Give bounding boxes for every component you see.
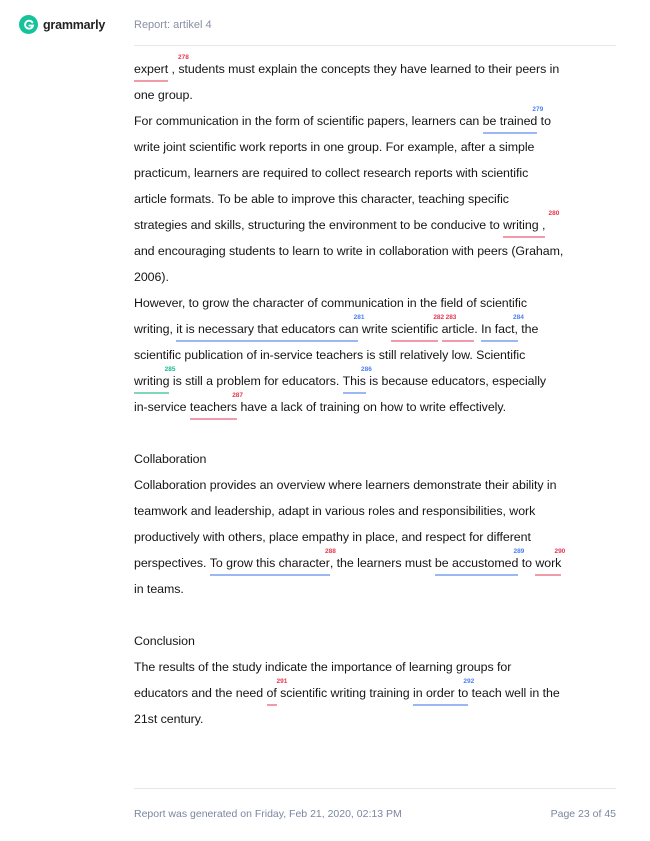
- g-glyph-icon: [23, 19, 35, 31]
- text-line: Collaboration provides an overview where learners demonstrate their ability in: [134, 478, 557, 492]
- issue-number: 287: [232, 392, 244, 399]
- issue-number: 290: [554, 548, 566, 555]
- issue-number: 279: [532, 106, 544, 113]
- issue-number: 282: [433, 314, 445, 321]
- text-run: perspectives.: [134, 556, 210, 570]
- report-header: [0, 0, 650, 46]
- highlight-text: it is necessary that educators can: [176, 322, 359, 336]
- section-heading: Conclusion: [134, 634, 195, 648]
- highlight-text: scientific: [391, 322, 439, 336]
- highlight-text: work: [535, 556, 562, 570]
- issue-highlight[interactable]: [441, 314, 475, 342]
- grammarly-g-icon: [19, 15, 38, 34]
- issue-number: 283: [445, 314, 457, 321]
- issue-number: 284: [513, 314, 524, 321]
- issue-highlight[interactable]: [503, 210, 560, 238]
- issue-number: 286: [361, 366, 372, 373]
- highlight-text: be trained: [482, 114, 538, 128]
- highlight-text: be accustomed: [434, 556, 519, 570]
- highlight-text: in order to: [413, 686, 469, 700]
- issue-highlight[interactable]: [342, 366, 372, 394]
- issue-highlight[interactable]: [266, 678, 288, 706]
- highlight-text: of: [266, 686, 277, 700]
- highlight-text: writing: [134, 374, 170, 388]
- highlight-text: writing ,: [503, 218, 546, 232]
- highlight-text: teachers: [189, 400, 238, 414]
- text-line: [134, 56, 616, 82]
- text-line: 21st century.: [134, 712, 204, 726]
- text-run: is because educators, especially: [365, 374, 547, 388]
- report-title: Report: artikel 4: [134, 19, 212, 31]
- highlight-text: expert: [134, 62, 169, 76]
- highlight-text: article: [441, 322, 475, 336]
- text-run: to: [537, 114, 551, 128]
- footer-divider: [134, 788, 616, 789]
- text-run: , students must explain the concepts they have learned to their peers in: [168, 62, 560, 76]
- text-line: [134, 108, 616, 134]
- page-indicator: Page 23 of 45: [550, 808, 616, 820]
- text-run: scientific writing training: [276, 686, 414, 700]
- paragraph-spacer: [134, 420, 616, 446]
- text-line: teamwork and leadership, adapt in various roles and responsibilities, work: [134, 504, 536, 518]
- text-run: the: [517, 322, 539, 336]
- text-run: educators and the need: [134, 686, 267, 700]
- issue-highlight[interactable]: [413, 678, 475, 706]
- issue-number: 288: [325, 548, 336, 555]
- text-line: [134, 212, 616, 238]
- text-line: [134, 394, 616, 420]
- text-run: to: [518, 556, 536, 570]
- header-divider: [134, 45, 616, 46]
- text-line: productively with others, place empathy in place, and respect for different: [134, 530, 531, 544]
- text-run: have a lack of training on how to write effectively.: [237, 400, 506, 414]
- logo-text: grammarly: [43, 17, 106, 32]
- text-line: The results of the study indicate the importance of learning groups for: [134, 660, 512, 674]
- text-run: strategies and skills, structuring the environment to be conducive to: [134, 218, 504, 232]
- paragraph-spacer: [134, 602, 616, 628]
- issue-number: 289: [513, 548, 525, 555]
- issue-number: 291: [276, 678, 288, 685]
- section-heading: Collaboration: [134, 452, 207, 466]
- issue-highlight[interactable]: [189, 392, 244, 420]
- text-line: [134, 680, 616, 706]
- text-run: writing,: [134, 322, 177, 336]
- text-line: article formats. To be able to improve this character, teaching specific: [134, 192, 509, 206]
- text-line: practicum, learners are required to collect research reports with scientific: [134, 166, 529, 180]
- issue-number: 292: [463, 678, 475, 685]
- text-run: For communication in the form of scientific papers, learners can: [134, 114, 483, 128]
- text-run: .: [474, 322, 482, 336]
- highlight-text: This: [342, 374, 366, 388]
- text-line: and encouraging students to learn to write in collaboration with peers (Graham,: [134, 244, 564, 258]
- text-line: in teams.: [134, 582, 184, 596]
- text-line: one group.: [134, 88, 193, 102]
- text-line: However, to grow the character of communication in the field of scientific: [134, 296, 527, 310]
- text-run: write: [358, 322, 392, 336]
- text-line: [134, 550, 616, 576]
- issue-number: 281: [353, 314, 365, 321]
- text-run: teach well in the: [468, 686, 560, 700]
- issue-number: 280: [548, 210, 560, 217]
- issue-highlight[interactable]: [535, 548, 566, 576]
- issue-highlight[interactable]: [176, 314, 365, 342]
- text-line: 2006).: [134, 270, 169, 284]
- issue-highlight[interactable]: [434, 548, 525, 576]
- text-run: , the learners must: [329, 556, 435, 570]
- issue-number: 285: [164, 366, 176, 373]
- report-generated-text: Report was generated on Friday, Feb 21, 2020, 02:13 PM: [134, 808, 402, 820]
- text-line: [134, 368, 616, 394]
- text-line: write joint scientific work reports in one group. For example, after a simple: [134, 140, 535, 154]
- highlight-text: In fact,: [481, 322, 518, 336]
- text-line: scientific publication of in-service teachers is still relatively low. Scientific: [134, 348, 526, 362]
- issue-highlight[interactable]: [209, 548, 336, 576]
- issue-highlight[interactable]: [481, 314, 524, 342]
- issue-number: 278: [178, 54, 189, 61]
- report-body: [134, 56, 616, 732]
- text-run: in-service: [134, 400, 190, 414]
- issue-highlight[interactable]: [134, 366, 176, 394]
- highlight-text: To grow this character: [209, 556, 330, 570]
- grammarly-logo: [19, 15, 105, 34]
- issue-highlight[interactable]: [391, 314, 445, 342]
- text-run: is still a problem for educators.: [169, 374, 343, 388]
- issue-highlight[interactable]: [134, 54, 189, 82]
- text-line: [134, 316, 616, 342]
